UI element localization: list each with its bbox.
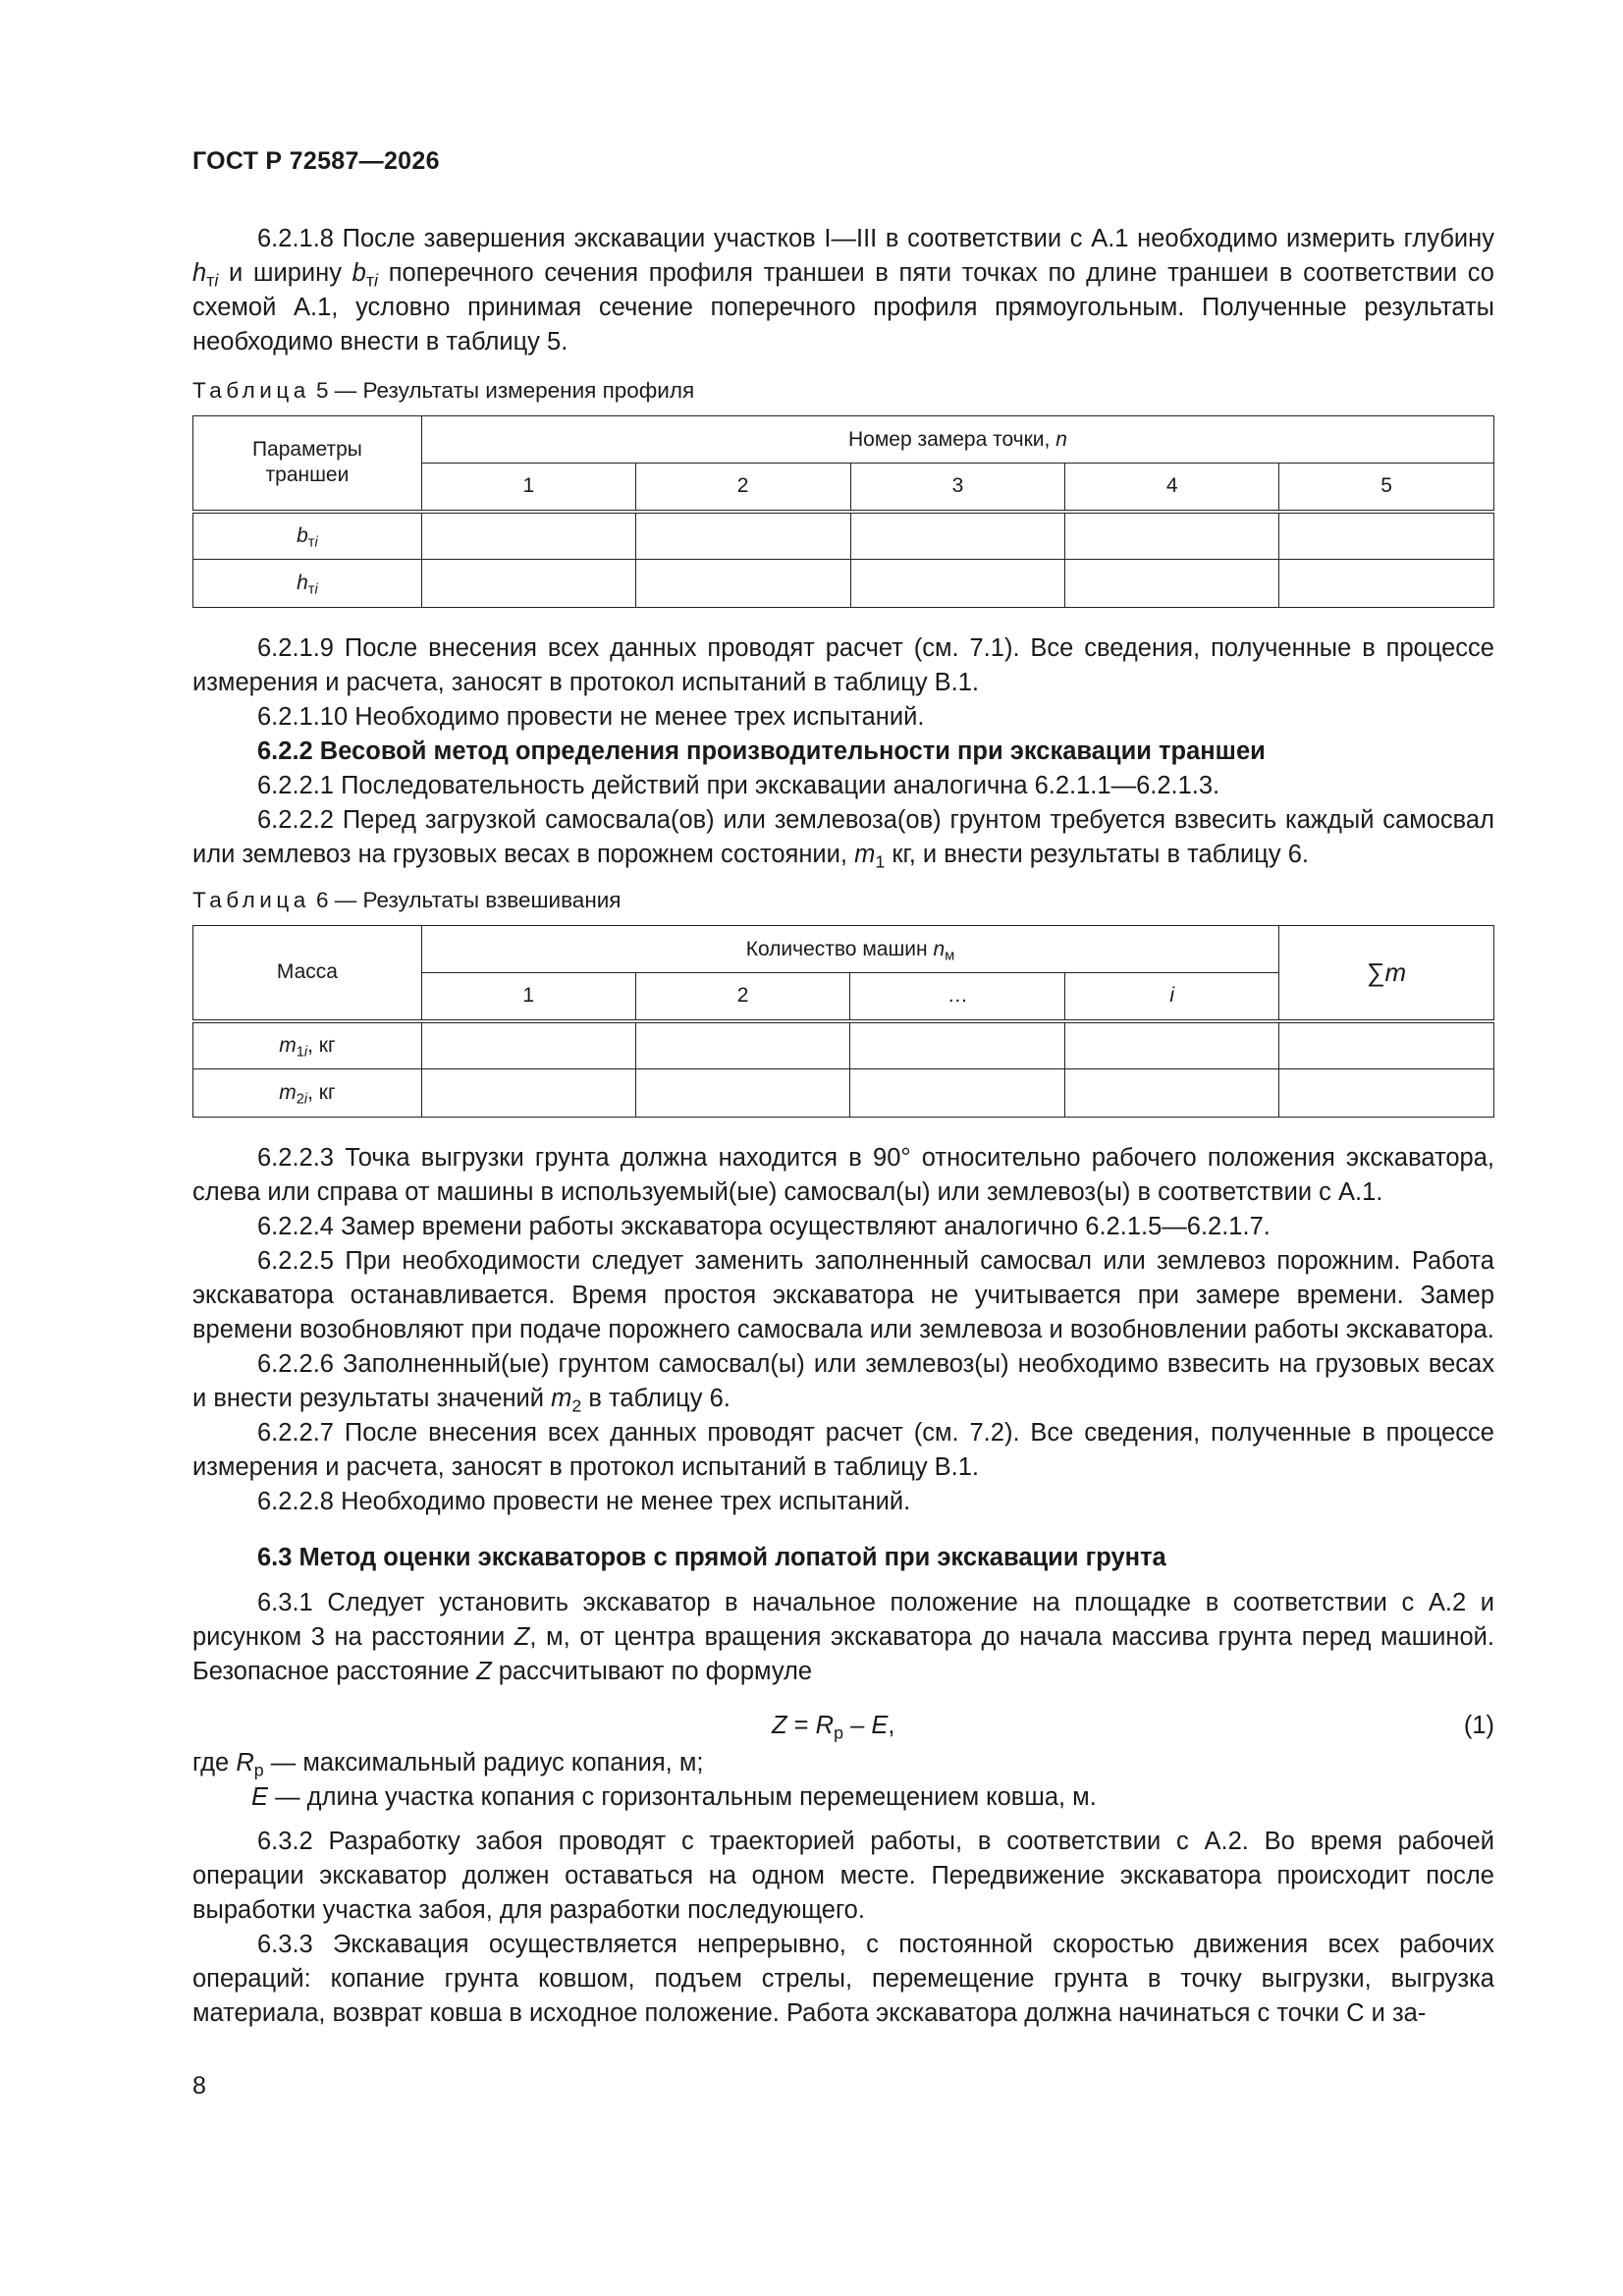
table6-col-1: 1 <box>421 973 635 1021</box>
table6-row-m2: $m_{2i}$, кг <box>193 1069 422 1118</box>
table6-col-2: 2 <box>635 973 850 1021</box>
paragraph-6-2-1-10: 6.2.1.10 Необходимо провести не менее трех испытаний. <box>257 703 925 731</box>
paragraph-6-2-2-6: 6.2.2.6 Заполненный(ые) грунтом самосвал(ы) или землевоз(ы) необходимо взвесить на грузовых весах и внести результаты значений $m_2$ в таблицу 6. <box>192 1350 1494 1416</box>
paragraph-6-2-2-7: 6.2.2.7 После внесения всех данных проводят расчет (см. 7.2). Все сведения, полученные в процессе измерения и расчета, заносят в протокол испытаний в таблицу В.1. <box>192 1419 1494 1481</box>
table6-row-m1: $m_{1i}$, кг <box>193 1021 422 1069</box>
table-cell <box>1065 512 1279 560</box>
table-row <box>193 1069 1494 1118</box>
table-cell <box>850 1021 1065 1069</box>
table-cell <box>850 1069 1065 1118</box>
formula-expression: $Z = R_р - E$, <box>772 1712 895 1743</box>
table-cell <box>635 512 850 560</box>
table6-col-i: i <box>1065 973 1279 1021</box>
table-cell <box>635 560 850 608</box>
table-cell <box>421 1021 635 1069</box>
paragraphs-6-2-2-3-to-6-3-1 <box>192 1141 1494 1689</box>
paragraph-6-3-2: 6.3.2 Разработку забоя проводят с траекторией работы, в соответствии с А.2. Во время рабочей операции экскаватор должен оставаться на одном месте. Передвижение экскаватора происходит после выработки участка забоя, для разработки последующего. <box>192 1828 1494 1924</box>
table5-col-1: 1 <box>421 464 635 512</box>
paragraph-6-2-2-2: 6.2.2.2 Перед загрузкой самосвала(ов) или землевоза(ов) грунтом требуется взвесить каждый самосвал или землевоз на грузовых весах в порожнем состоянии, $m_1$ кг, и внести результаты в таблицу 6. <box>192 806 1494 872</box>
table5-group-header: Номер замера точки, n <box>421 416 1493 464</box>
table-cell <box>850 512 1065 560</box>
table-cell <box>1279 1069 1494 1118</box>
table5-col-2: 2 <box>635 464 850 512</box>
page-number: 8 <box>192 2072 206 2100</box>
table-cell <box>635 1069 850 1118</box>
table-cell <box>635 1021 850 1069</box>
table-cell <box>1279 1021 1494 1069</box>
table-row <box>193 560 1494 608</box>
table-cell <box>850 560 1065 608</box>
table5-col-3: 3 <box>850 464 1065 512</box>
table5-col-5: 5 <box>1279 464 1494 512</box>
paragraph-6-2-2-5: 6.2.2.5 При необходимости следует заменить заполненный самосвал или землевоз порожним. Работа экскаватора останавливается. Время простоя экскаватора не учитывается при замере времени. Замер времени возобновляют при подаче порожнего самосвала или землевоза и возобновлении работы экскаватора. <box>192 1247 1494 1343</box>
table6 <box>192 925 1494 1118</box>
table6-group-header: Количество машин $n_м$ <box>421 926 1278 973</box>
paragraph-6-2-2-3: 6.2.2.3 Точка выгрузки грунта должна находится в 90° относительно рабочего положения экскаватора, слева или справа от машины в используемый(ые) самосвал(ы) или землевоз(ы) в соответствии с А.1. <box>192 1144 1494 1206</box>
paragraphs-6-2-1-9-to-6-2-2-2 <box>192 631 1494 872</box>
heading-6-2-2: 6.2.2 Весовой метод определения производительности при экскавации траншеи <box>257 738 1266 765</box>
table-row <box>193 1021 1494 1069</box>
where-line-r: где $R_р$ — максимальный радиус копания, м; <box>192 1749 704 1780</box>
table-cell <box>1279 560 1494 608</box>
table5-row-b: $b_{тi}$ <box>193 512 422 560</box>
paragraph-6-2-2-8: 6.2.2.8 Необходимо провести не менее трех испытаний. <box>257 1488 911 1515</box>
paragraph-6-2-2-4: 6.2.2.4 Замер времени работы экскаватора осуществляют аналогично 6.2.1.5—6.2.1.7. <box>257 1213 1271 1240</box>
formula-number: (1) <box>1463 1712 1494 1739</box>
table-cell <box>421 1069 635 1118</box>
table5-param-header: Параметры траншеи <box>193 416 422 512</box>
paragraph-6-2-2-1: 6.2.2.1 Последовательность действий при экскавации аналогична 6.2.1.1—6.2.1.3. <box>257 772 1220 799</box>
table-cell <box>1065 1021 1279 1069</box>
table5-col-4: 4 <box>1065 464 1279 512</box>
table-cell <box>421 560 635 608</box>
table5 <box>192 415 1494 608</box>
paragraphs-where-to-6-3-3 <box>192 1746 1494 2031</box>
table6-mass-header: Масса <box>193 926 422 1021</box>
table6-sum-header: ∑m <box>1279 926 1494 1021</box>
table6-col-ellipsis: … <box>850 973 1065 1021</box>
table-cell <box>1065 560 1279 608</box>
table-cell <box>421 512 635 560</box>
table5-caption: Таблица 5 — Результаты измерения профиля <box>192 378 695 403</box>
document-header: ГОСТ Р 72587—2026 <box>192 147 440 175</box>
paragraph-6-3-3: 6.3.3 Экскавация осуществляется непрерывно, с постоянной скоростью движения всех рабочих операций: копание грунта ковшом, подъем стрелы, перемещение грунта в точку выгрузки, выгрузка материала, возврат ковша в исходное положение. Работа экскаватора должна начинаться с точки С и за- <box>192 1931 1494 2027</box>
table5-row-h: $h_{тi}$ <box>193 560 422 608</box>
table6-caption: Таблица 6 — Результаты взвешивания <box>192 888 622 912</box>
heading-6-3: 6.3 Метод оценки экскаваторов с прямой лопатой при экскавации грунта <box>257 1544 1166 1571</box>
where-line-e: E — длина участка копания с горизонтальным перемещением ковша, м. <box>251 1783 1097 1811</box>
table-cell <box>1065 1069 1279 1118</box>
paragraph-6-2-1-9: 6.2.1.9 После внесения всех данных проводят расчет (см. 7.1). Все сведения, полученные в процессе измерения и расчета, заносят в протокол испытаний в таблицу В.1. <box>192 634 1494 696</box>
table-cell <box>1279 512 1494 560</box>
paragraph-6-2-1-8: 6.2.1.8 После завершения экскавации участков I—III в соответствии с А.1 необходимо измерить глубину $h_{тi}$ и ширину $b_{тi}$ поперечного сечения профиля траншеи в пяти точках по длине траншеи в соответствии со схемой А.1, условно принимая сечение поперечного профиля прямоугольным. Полученные результаты необходимо внести в таблицу 5. <box>192 225 1494 355</box>
paragraph-6-3-1: 6.3.1 Следует установить экскаватор в начальное положение на площадке в соответствии с А.2 и рисунком 3 на расстоянии Z, м, от центра вращения экскаватора до начала массива грунта перед машиной. Безопасное расстояние Z рассчитывают по формуле <box>192 1589 1494 1685</box>
table-row <box>193 512 1494 560</box>
